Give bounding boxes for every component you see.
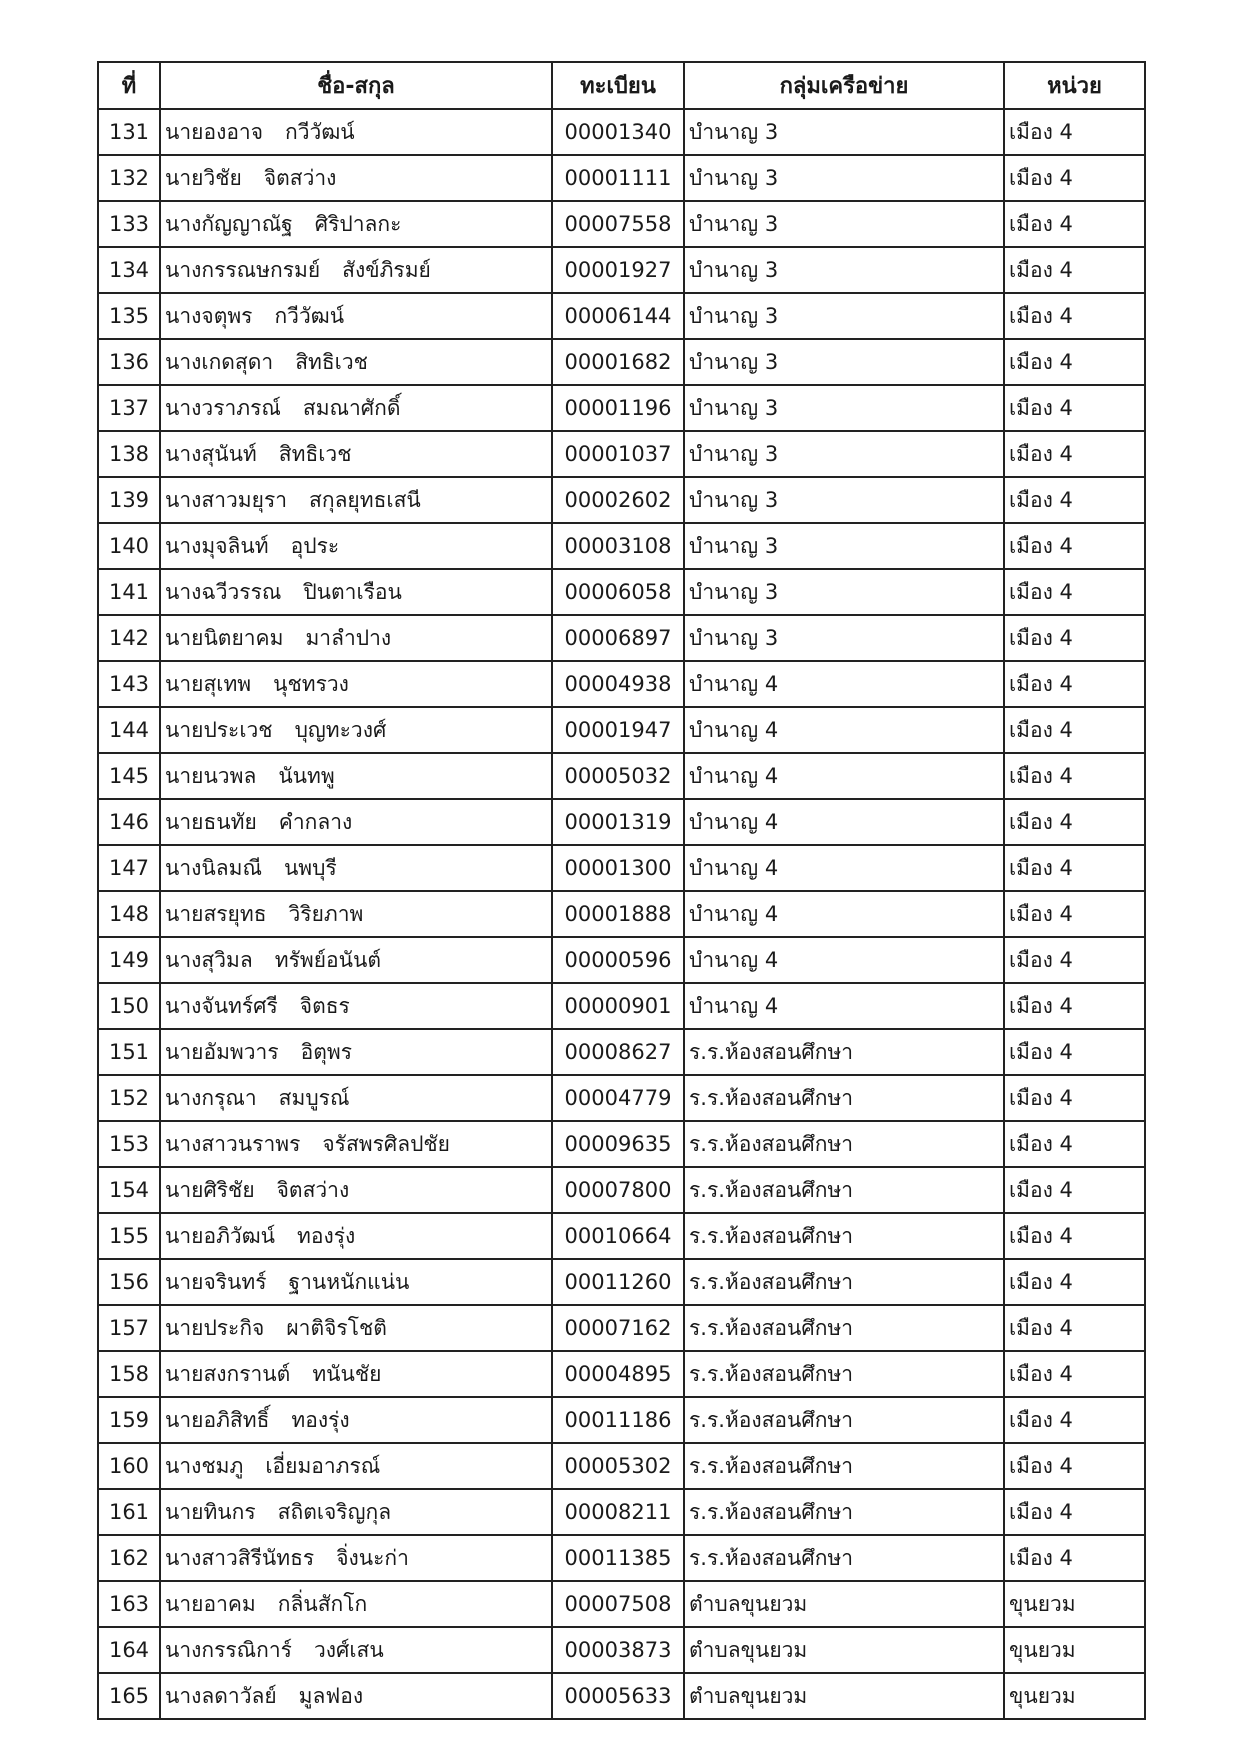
- row-number: 144: [98, 707, 160, 753]
- unit: เมือง 4: [1004, 1259, 1145, 1305]
- first-name: นายนิตยาคม: [165, 625, 284, 650]
- row-number: 147: [98, 845, 160, 891]
- unit: เมือง 4: [1004, 293, 1145, 339]
- row-number: 165: [98, 1673, 160, 1719]
- row-number: 156: [98, 1259, 160, 1305]
- table-row: [98, 891, 1145, 937]
- header-name: ชื่อ-สกุล: [160, 62, 552, 109]
- table-row: [98, 983, 1145, 1029]
- header-unit: หน่วย: [1004, 62, 1145, 109]
- first-name: นายอภิวัฒน์: [165, 1223, 276, 1248]
- member-name-cell: [160, 339, 552, 385]
- surname: ทรัพย์อนันต์: [274, 947, 381, 972]
- network-group: ร.ร.ห้องสอนศึกษา: [684, 1305, 1004, 1351]
- first-name: นางวราภรณ์: [165, 395, 281, 420]
- registration-number: 00011385: [552, 1535, 684, 1581]
- unit: เมือง 4: [1004, 845, 1145, 891]
- member-name-cell: [160, 845, 552, 891]
- registration-number: 00006058: [552, 569, 684, 615]
- table-row: [98, 523, 1145, 569]
- registration-number: 00007162: [552, 1305, 684, 1351]
- first-name: นายวิชัย: [165, 165, 242, 190]
- unit: เมือง 4: [1004, 339, 1145, 385]
- member-name-cell: [160, 707, 552, 753]
- registration-number: 00004779: [552, 1075, 684, 1121]
- surname: จิตธร: [299, 993, 350, 1018]
- row-number: 137: [98, 385, 160, 431]
- registration-number: 00001300: [552, 845, 684, 891]
- unit: เมือง 4: [1004, 109, 1145, 155]
- row-number: 136: [98, 339, 160, 385]
- member-table: [97, 61, 1146, 1720]
- first-name: นายสรยุทธ: [165, 901, 267, 926]
- registration-number: 00006897: [552, 615, 684, 661]
- network-group: บำนาญ 4: [684, 891, 1004, 937]
- unit: เมือง 4: [1004, 155, 1145, 201]
- member-name-cell: [160, 1305, 552, 1351]
- registration-number: 00001037: [552, 431, 684, 477]
- network-group: ร.ร.ห้องสอนศึกษา: [684, 1167, 1004, 1213]
- member-name-cell: [160, 523, 552, 569]
- surname: จิตสว่าง: [263, 165, 337, 190]
- network-group: บำนาญ 3: [684, 569, 1004, 615]
- first-name: นางนิลมณี: [165, 855, 262, 880]
- registration-number: 00011186: [552, 1397, 684, 1443]
- row-number: 133: [98, 201, 160, 247]
- surname: สิทธิเวช: [278, 441, 352, 466]
- registration-number: 00001340: [552, 109, 684, 155]
- unit: เมือง 4: [1004, 523, 1145, 569]
- header-registration: ทะเบียน: [552, 62, 684, 109]
- row-number: 146: [98, 799, 160, 845]
- surname: ฐานหนักแน่น: [288, 1269, 410, 1294]
- network-group: บำนาญ 3: [684, 615, 1004, 661]
- member-name-cell: [160, 569, 552, 615]
- registration-number: 00003108: [552, 523, 684, 569]
- registration-number: 00004938: [552, 661, 684, 707]
- header-no: ที่: [98, 62, 160, 109]
- first-name: นางฉวีวรรณ: [165, 579, 282, 604]
- member-name-cell: [160, 109, 552, 155]
- table-row: [98, 1305, 1145, 1351]
- table-body: [98, 109, 1145, 1719]
- registration-number: 00001319: [552, 799, 684, 845]
- first-name: นายนวพล: [165, 763, 257, 788]
- surname: สังข์ภิรมย์: [342, 257, 431, 282]
- row-number: 148: [98, 891, 160, 937]
- surname: วงศ์เสน: [313, 1637, 384, 1662]
- registration-number: 00007800: [552, 1167, 684, 1213]
- member-name-cell: [160, 1167, 552, 1213]
- row-number: 154: [98, 1167, 160, 1213]
- first-name: นางกรรณษกรมย์: [165, 257, 321, 282]
- network-group: บำนาญ 3: [684, 339, 1004, 385]
- table-row: [98, 1581, 1145, 1627]
- unit: เมือง 4: [1004, 569, 1145, 615]
- network-group: ร.ร.ห้องสอนศึกษา: [684, 1535, 1004, 1581]
- first-name: นางสุวิมล: [165, 947, 253, 972]
- first-name: นางเกดสุดา: [165, 349, 274, 374]
- surname: เอี่ยมอาภรณ์: [265, 1453, 381, 1478]
- registration-number: 00005633: [552, 1673, 684, 1719]
- table-row: [98, 1443, 1145, 1489]
- registration-number: 00011260: [552, 1259, 684, 1305]
- member-name-cell: [160, 799, 552, 845]
- first-name: นายประกิจ: [165, 1315, 265, 1340]
- member-name-cell: [160, 1075, 552, 1121]
- unit: เมือง 4: [1004, 937, 1145, 983]
- table-row: [98, 431, 1145, 477]
- network-group: บำนาญ 4: [684, 753, 1004, 799]
- registration-number: 00010664: [552, 1213, 684, 1259]
- row-number: 155: [98, 1213, 160, 1259]
- surname: จรัสพรศิลปชัย: [322, 1131, 450, 1156]
- network-group: บำนาญ 3: [684, 109, 1004, 155]
- row-number: 149: [98, 937, 160, 983]
- surname: ผาติจิรโชติ: [286, 1315, 387, 1340]
- first-name: นายทินกร: [165, 1499, 256, 1524]
- registration-number: 00001888: [552, 891, 684, 937]
- network-group: ร.ร.ห้องสอนศึกษา: [684, 1075, 1004, 1121]
- registration-number: 00000901: [552, 983, 684, 1029]
- network-group: บำนาญ 4: [684, 845, 1004, 891]
- first-name: นายสุเทพ: [165, 671, 252, 696]
- registration-number: 00005302: [552, 1443, 684, 1489]
- unit: เมือง 4: [1004, 247, 1145, 293]
- surname: กลิ่นสักโก: [277, 1591, 368, 1616]
- first-name: นายองอาจ: [165, 119, 264, 144]
- surname: ทนันชัย: [312, 1361, 382, 1386]
- network-group: ตำบลขุนยวม: [684, 1627, 1004, 1673]
- member-name-cell: [160, 477, 552, 523]
- table-row: [98, 753, 1145, 799]
- table-row: [98, 845, 1145, 891]
- row-number: 153: [98, 1121, 160, 1167]
- first-name: นางสาวสิรีนัทธร: [165, 1545, 315, 1570]
- network-group: บำนาญ 3: [684, 431, 1004, 477]
- network-group: บำนาญ 3: [684, 523, 1004, 569]
- table-row: [98, 1213, 1145, 1259]
- table-row: [98, 1029, 1145, 1075]
- first-name: นายอภิสิทธิ์: [165, 1407, 270, 1432]
- network-group: บำนาญ 4: [684, 707, 1004, 753]
- network-group: ตำบลขุนยวม: [684, 1581, 1004, 1627]
- network-group: ตำบลขุนยวม: [684, 1673, 1004, 1719]
- unit: เมือง 4: [1004, 201, 1145, 247]
- row-number: 134: [98, 247, 160, 293]
- row-number: 158: [98, 1351, 160, 1397]
- unit: เมือง 4: [1004, 431, 1145, 477]
- registration-number: 00003873: [552, 1627, 684, 1673]
- table-row: [98, 569, 1145, 615]
- row-number: 138: [98, 431, 160, 477]
- member-name-cell: [160, 891, 552, 937]
- header-network-group: กลุ่มเครือข่าย: [684, 62, 1004, 109]
- network-group: บำนาญ 4: [684, 799, 1004, 845]
- network-group: บำนาญ 3: [684, 247, 1004, 293]
- surname: สิทธิเวช: [295, 349, 368, 374]
- unit: เมือง 4: [1004, 799, 1145, 845]
- row-number: 163: [98, 1581, 160, 1627]
- row-number: 150: [98, 983, 160, 1029]
- registration-number: 00001682: [552, 339, 684, 385]
- unit: เมือง 4: [1004, 1535, 1145, 1581]
- unit: เมือง 4: [1004, 1351, 1145, 1397]
- registration-number: 00009635: [552, 1121, 684, 1167]
- row-number: 135: [98, 293, 160, 339]
- surname: กวีวัฒน์: [274, 303, 345, 328]
- table-row: [98, 385, 1145, 431]
- table-row: [98, 661, 1145, 707]
- unit: เมือง 4: [1004, 661, 1145, 707]
- row-number: 145: [98, 753, 160, 799]
- surname: นันทพู: [278, 763, 335, 788]
- row-number: 151: [98, 1029, 160, 1075]
- unit: เมือง 4: [1004, 477, 1145, 523]
- unit: เมือง 4: [1004, 1029, 1145, 1075]
- table-row: [98, 707, 1145, 753]
- registration-number: 00001111: [552, 155, 684, 201]
- table-row: [98, 1121, 1145, 1167]
- table-row: [98, 293, 1145, 339]
- table-row: [98, 1397, 1145, 1443]
- first-name: นางชมภู: [165, 1453, 244, 1478]
- surname: คำกลาง: [278, 809, 353, 834]
- unit: เมือง 4: [1004, 1443, 1145, 1489]
- registration-number: 00001947: [552, 707, 684, 753]
- network-group: บำนาญ 3: [684, 293, 1004, 339]
- first-name: นางจตุพร: [165, 303, 253, 328]
- surname: สมณาศักดิ์: [302, 395, 401, 420]
- row-number: 132: [98, 155, 160, 201]
- row-number: 143: [98, 661, 160, 707]
- network-group: บำนาญ 3: [684, 477, 1004, 523]
- row-number: 141: [98, 569, 160, 615]
- registration-number: 00007508: [552, 1581, 684, 1627]
- unit: เมือง 4: [1004, 1075, 1145, 1121]
- table-row: [98, 1075, 1145, 1121]
- table-row: [98, 109, 1145, 155]
- network-group: ร.ร.ห้องสอนศึกษา: [684, 1029, 1004, 1075]
- unit: เมือง 4: [1004, 1489, 1145, 1535]
- registration-number: 00004895: [552, 1351, 684, 1397]
- network-group: ร.ร.ห้องสอนศึกษา: [684, 1121, 1004, 1167]
- network-group: ร.ร.ห้องสอนศึกษา: [684, 1397, 1004, 1443]
- row-number: 139: [98, 477, 160, 523]
- table-row: [98, 1627, 1145, 1673]
- unit: ขุนยวม: [1004, 1581, 1145, 1627]
- surname: อิตุพร: [300, 1039, 352, 1064]
- registration-number: 00002602: [552, 477, 684, 523]
- table-row: [98, 247, 1145, 293]
- surname: จิ่งนะก่า: [336, 1545, 409, 1570]
- row-number: 131: [98, 109, 160, 155]
- row-number: 160: [98, 1443, 160, 1489]
- surname: ทองรุ่ง: [291, 1407, 350, 1432]
- unit: เมือง 4: [1004, 1397, 1145, 1443]
- network-group: ร.ร.ห้องสอนศึกษา: [684, 1351, 1004, 1397]
- network-group: ร.ร.ห้องสอนศึกษา: [684, 1259, 1004, 1305]
- member-name-cell: [160, 431, 552, 477]
- table-row: [98, 339, 1145, 385]
- surname: บุญทะวงศ์: [294, 717, 387, 742]
- row-number: 161: [98, 1489, 160, 1535]
- row-number: 159: [98, 1397, 160, 1443]
- first-name: นายอัมพวาร: [165, 1039, 279, 1064]
- member-name-cell: [160, 1489, 552, 1535]
- first-name: นายสงกรานต์: [165, 1361, 291, 1386]
- unit: เมือง 4: [1004, 385, 1145, 431]
- member-name-cell: [160, 1259, 552, 1305]
- surname: สถิตเจริญกุล: [277, 1499, 392, 1524]
- member-name-cell: [160, 615, 552, 661]
- first-name: นายอาคม: [165, 1591, 256, 1616]
- first-name: นายธนทัย: [165, 809, 257, 834]
- surname: ศิริปาลกะ: [314, 211, 402, 236]
- first-name: นางจันทร์ศรี: [165, 993, 278, 1018]
- network-group: บำนาญ 3: [684, 155, 1004, 201]
- first-name: นางกัญญาณัฐ: [165, 211, 293, 236]
- table-row: [98, 615, 1145, 661]
- surname: จิตสว่าง: [276, 1177, 350, 1202]
- network-group: บำนาญ 3: [684, 385, 1004, 431]
- surname: สกุลยุทธเสนี: [309, 487, 421, 512]
- surname: มูลฟอง: [298, 1683, 364, 1708]
- network-group: ร.ร.ห้องสอนศึกษา: [684, 1213, 1004, 1259]
- registration-number: 00007558: [552, 201, 684, 247]
- member-name-cell: [160, 293, 552, 339]
- first-name: นางสาวมยุรา: [165, 487, 288, 512]
- unit: ขุนยวม: [1004, 1673, 1145, 1719]
- member-name-cell: [160, 201, 552, 247]
- registration-number: 00008211: [552, 1489, 684, 1535]
- row-number: 162: [98, 1535, 160, 1581]
- member-name-cell: [160, 1627, 552, 1673]
- row-number: 152: [98, 1075, 160, 1121]
- row-number: 157: [98, 1305, 160, 1351]
- first-name: นางกรุณา: [165, 1085, 257, 1110]
- table-row: [98, 155, 1145, 201]
- table-row: [98, 1351, 1145, 1397]
- surname: มาลำปาง: [305, 625, 392, 650]
- unit: ขุนยวม: [1004, 1627, 1145, 1673]
- first-name: นายจรินทร์: [165, 1269, 267, 1294]
- table-row: [98, 1259, 1145, 1305]
- network-group: บำนาญ 4: [684, 937, 1004, 983]
- table-row: [98, 1673, 1145, 1719]
- member-name-cell: [160, 1443, 552, 1489]
- table-row: [98, 1489, 1145, 1535]
- row-number: 140: [98, 523, 160, 569]
- first-name: นางกรรณิการ์: [165, 1637, 292, 1662]
- first-name: นางมุจลินท์: [165, 533, 269, 558]
- unit: เมือง 4: [1004, 753, 1145, 799]
- member-name-cell: [160, 1673, 552, 1719]
- member-name-cell: [160, 385, 552, 431]
- first-name: นางลดาวัลย์: [165, 1683, 277, 1708]
- table-row: [98, 1167, 1145, 1213]
- row-number: 164: [98, 1627, 160, 1673]
- member-name-cell: [160, 1535, 552, 1581]
- member-name-cell: [160, 661, 552, 707]
- member-name-cell: [160, 753, 552, 799]
- table-row: [98, 201, 1145, 247]
- member-name-cell: [160, 247, 552, 293]
- surname: นพบุรี: [283, 855, 337, 880]
- surname: ทองรุ่ง: [297, 1223, 356, 1248]
- first-name: นายศิริชัย: [165, 1177, 255, 1202]
- member-name-cell: [160, 1397, 552, 1443]
- first-name: นายประเวช: [165, 717, 273, 742]
- member-name-cell: [160, 1351, 552, 1397]
- member-name-cell: [160, 983, 552, 1029]
- registration-number: 00006144: [552, 293, 684, 339]
- row-number: 142: [98, 615, 160, 661]
- unit: เมือง 4: [1004, 891, 1145, 937]
- unit: เมือง 4: [1004, 1213, 1145, 1259]
- member-name-cell: [160, 155, 552, 201]
- table-row: [98, 799, 1145, 845]
- network-group: ร.ร.ห้องสอนศึกษา: [684, 1489, 1004, 1535]
- member-name-cell: [160, 1121, 552, 1167]
- registration-number: 00000596: [552, 937, 684, 983]
- network-group: บำนาญ 4: [684, 661, 1004, 707]
- unit: เมือง 4: [1004, 983, 1145, 1029]
- member-name-cell: [160, 1029, 552, 1075]
- surname: กวีวัฒน์: [285, 119, 355, 144]
- unit: เมือง 4: [1004, 1305, 1145, 1351]
- table-header-row: [98, 62, 1145, 109]
- network-group: ร.ร.ห้องสอนศึกษา: [684, 1443, 1004, 1489]
- registration-number: 00008627: [552, 1029, 684, 1075]
- surname: ปินตาเรือน: [303, 579, 402, 604]
- surname: วิริยภาพ: [288, 901, 364, 926]
- first-name: นางสุนันท์: [165, 441, 257, 466]
- surname: นุชทรวง: [273, 671, 349, 696]
- unit: เมือง 4: [1004, 1121, 1145, 1167]
- table-row: [98, 477, 1145, 523]
- unit: เมือง 4: [1004, 615, 1145, 661]
- unit: เมือง 4: [1004, 707, 1145, 753]
- first-name: นางสาวนราพร: [165, 1131, 301, 1156]
- surname: สมบูรณ์: [278, 1085, 350, 1110]
- member-name-cell: [160, 937, 552, 983]
- registration-number: 00005032: [552, 753, 684, 799]
- member-name-cell: [160, 1213, 552, 1259]
- network-group: บำนาญ 3: [684, 201, 1004, 247]
- network-group: บำนาญ 4: [684, 983, 1004, 1029]
- registration-number: 00001196: [552, 385, 684, 431]
- table-row: [98, 1535, 1145, 1581]
- table-row: [98, 937, 1145, 983]
- registration-number: 00001927: [552, 247, 684, 293]
- member-name-cell: [160, 1581, 552, 1627]
- unit: เมือง 4: [1004, 1167, 1145, 1213]
- surname: อุประ: [290, 533, 340, 558]
